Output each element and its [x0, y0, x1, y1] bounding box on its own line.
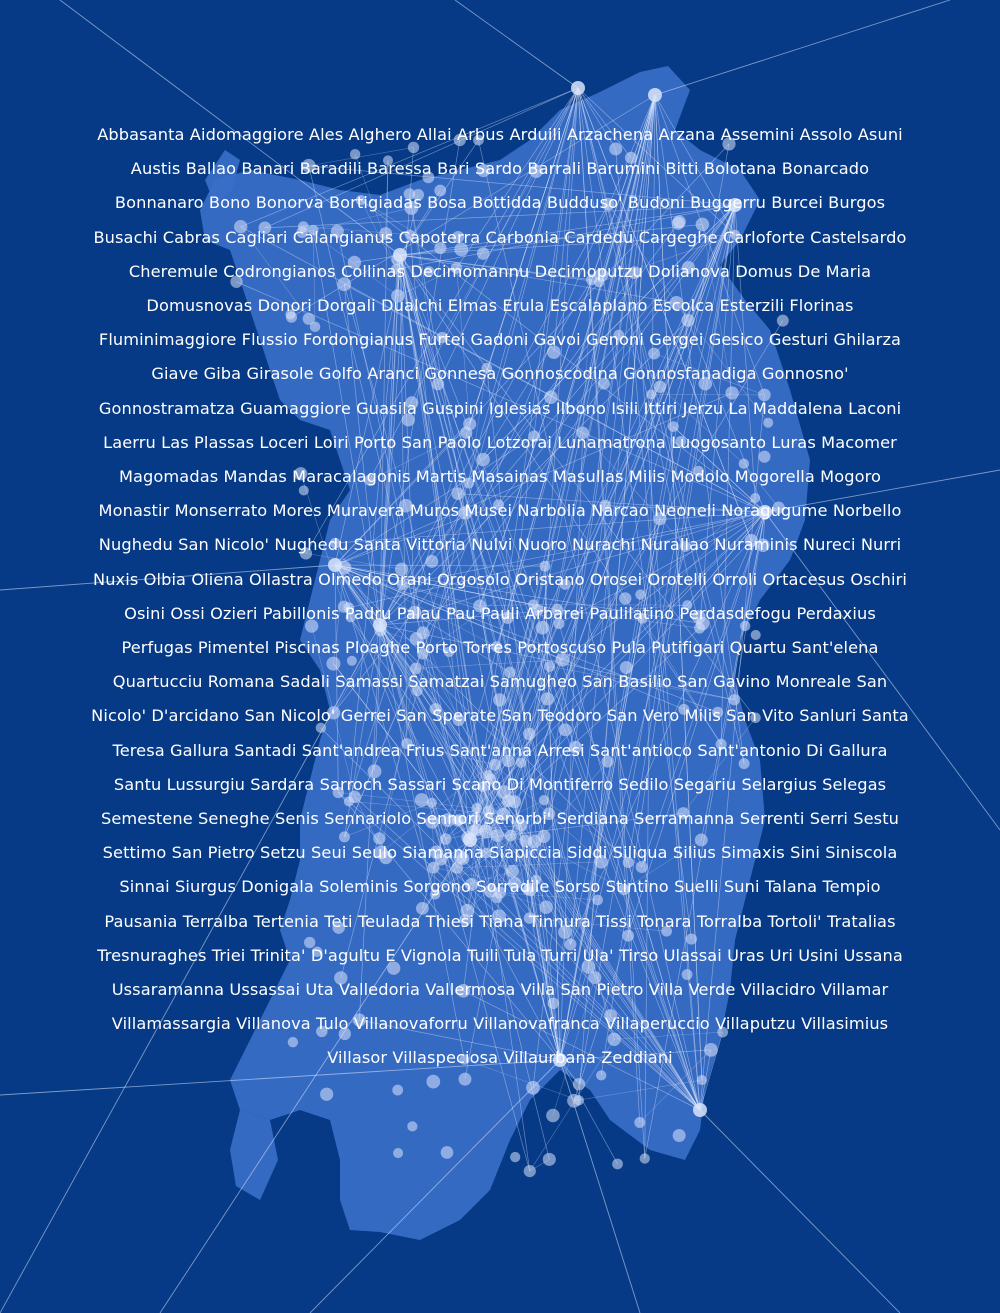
town-name: Mogorella [734, 467, 815, 487]
town-name: Triei [211, 945, 246, 965]
town-name: Gonnostramatza [98, 398, 235, 418]
town-name: Sardara [250, 774, 315, 794]
town-name: Furtei [418, 330, 466, 350]
town-name: Arbus [457, 125, 505, 144]
town-name: Isili [611, 398, 639, 418]
network-node [526, 1081, 540, 1095]
town-name: Tonara [637, 911, 692, 931]
town-name: Orotelli [647, 569, 708, 589]
town-name: San Vero Milis [606, 706, 721, 726]
network-node [648, 88, 662, 102]
town-name: Santadi [234, 740, 297, 760]
town-name: Siapiccia [489, 843, 562, 863]
town-name: Monserrato [174, 501, 268, 521]
sant-antioco-island-shape [230, 1110, 278, 1200]
town-name: Palau [396, 603, 441, 623]
town-name: Tiana [479, 911, 524, 931]
network-node [546, 1109, 560, 1123]
town-name: Silius [672, 843, 716, 863]
town-name: Villaspeciosa [392, 1048, 499, 1068]
town-name: Maracalagonis [292, 467, 411, 487]
town-name: Barrali [527, 159, 582, 179]
town-name: Siamanna [402, 843, 484, 863]
town-name: Osini [124, 603, 166, 623]
town-name: Aidomaggiore [189, 125, 304, 144]
town-name: Sant'antonio Di Gallura [697, 740, 888, 760]
network-node [543, 1153, 556, 1166]
town-name: Senorbi' [484, 809, 552, 829]
town-name: Baressa [367, 159, 432, 179]
town-name: Luras [771, 432, 816, 452]
town-name: Sarroch [319, 774, 383, 794]
town-name: Villacidro [740, 980, 816, 1000]
town-name: Nughedu San Nicolo' [98, 535, 270, 555]
town-name: Codrongianos [223, 261, 336, 281]
town-name: Bonorva [255, 193, 324, 213]
town-name: Buggerru [690, 193, 767, 213]
town-name: Olbia [143, 569, 187, 589]
town-name: Arzana [658, 125, 716, 144]
town-name: Gesturi [768, 330, 829, 350]
town-name: Tertenia [253, 911, 320, 931]
network-line [655, 0, 950, 95]
town-name: Valledoria [339, 980, 420, 1000]
town-name: Tissi [596, 911, 632, 931]
town-name: Esterzili [719, 296, 785, 316]
town-name: Samugheo [489, 672, 578, 692]
town-name: Perdaxius [796, 603, 876, 623]
network-node [320, 1088, 333, 1101]
town-name: Terralba [182, 911, 249, 931]
town-name: Calangianus [292, 227, 394, 247]
town-name: Mogoro [820, 467, 882, 487]
town-name: Neoneli [654, 501, 716, 521]
town-name: Seulo [351, 843, 398, 863]
town-name: Cheremule [128, 261, 219, 281]
town-name: Sinnai [119, 877, 170, 897]
town-name: Villamar [821, 980, 889, 1000]
town-name: Sorso [554, 877, 601, 897]
town-name: Siliqua [612, 843, 668, 863]
town-name: Romana [207, 672, 275, 692]
town-name: Arduili [509, 125, 562, 144]
town-name: Sennariolo [324, 809, 412, 829]
town-name: Sorgono [403, 877, 471, 897]
town-name: Florinas [789, 296, 854, 316]
town-name: Orgosolo [436, 569, 510, 589]
town-name: Quartu Sant'elena [729, 638, 879, 658]
town-name: Loceri [259, 432, 309, 452]
town-name: Gonnoscodina [501, 364, 618, 384]
town-name: Oliena [191, 569, 244, 589]
town-name: Dolianova [648, 261, 730, 281]
town-name: Perfugas [121, 638, 193, 658]
town-name: Carbonia [485, 227, 560, 247]
town-name: Luogosanto [671, 432, 767, 452]
town-name: Laconi [848, 398, 902, 418]
town-name: Segariu [673, 774, 737, 794]
town-name: Budduso' [546, 193, 623, 213]
town-name: Portoscuso [517, 638, 607, 658]
town-name: Sanluri [799, 706, 857, 726]
town-name: Cardedu [564, 227, 634, 247]
town-name: Villaputzu [715, 1014, 796, 1034]
town-name: Nurri [860, 535, 902, 555]
town-name: Stintino [605, 877, 669, 897]
town-name: Selegas [822, 774, 887, 794]
town-name: Cagliari [225, 227, 288, 247]
town-name: Selargius [741, 774, 817, 794]
town-name: Ollastra [249, 569, 313, 589]
town-name: Olmedo [318, 569, 382, 589]
network-node [426, 1075, 440, 1089]
town-name: Ulassai [663, 945, 722, 965]
town-name: Ballao [185, 159, 237, 179]
town-name: Carloforte [722, 227, 805, 247]
town-name: Burcei [771, 193, 823, 213]
town-name: Ussassai [229, 980, 301, 1000]
town-name: Serrenti [739, 809, 805, 829]
town-name: Escalaplano [549, 296, 648, 316]
town-name: Tuili [466, 945, 499, 965]
network-node [407, 1121, 417, 1131]
town-name: Villasimius [801, 1014, 889, 1034]
town-name: San Basilio [582, 672, 672, 692]
town-name: Uta [305, 980, 334, 1000]
town-name: Dorgali [317, 296, 376, 316]
town-name: Bonnanaro [114, 193, 204, 213]
town-name: Villanovaforru [353, 1014, 468, 1034]
town-name: Padru [344, 603, 392, 623]
town-name: Siniscola [825, 843, 898, 863]
town-name: Nuxis [92, 569, 139, 589]
network-node [573, 1095, 584, 1106]
town-name: Sennori [416, 809, 480, 829]
town-name: Donori [257, 296, 312, 316]
town-name: Gavoi [533, 330, 581, 350]
town-name: Banari [241, 159, 295, 179]
town-name: Assemini [720, 125, 795, 144]
town-name: Pau [446, 603, 476, 623]
town-name: Senis [274, 809, 319, 829]
town-name: Torralba [696, 911, 763, 931]
network-node [571, 81, 585, 95]
town-name: Ilbono [555, 398, 606, 418]
town-name: Talana [764, 877, 818, 897]
town-name: Turri [541, 945, 578, 965]
town-name: Tempio Pausania [104, 877, 881, 931]
network-node [573, 1078, 585, 1090]
network-node [392, 1085, 403, 1096]
town-name: Elmas [447, 296, 498, 316]
town-name: Allai [416, 125, 452, 144]
town-name: Domusnovas [146, 296, 253, 316]
town-name: Castelsardo [810, 227, 907, 247]
town-name: Nureci [802, 535, 856, 555]
town-name: Genoni [585, 330, 644, 350]
town-name: Nulvi [471, 535, 513, 555]
town-name: San Vito [726, 706, 795, 726]
town-name: Loiri Porto San Paolo [313, 432, 482, 452]
town-name: Pula [611, 638, 647, 658]
town-name: Semestene [100, 809, 193, 829]
town-name: Tresnuraghes [97, 945, 207, 965]
network-node [673, 1129, 686, 1142]
town-name: Uri [769, 945, 793, 965]
town-name: Nughedu Santa Vittoria [274, 535, 466, 555]
town-name: Arzachena [566, 125, 654, 144]
town-name: Ittiri [643, 398, 678, 418]
town-name: Collinas [340, 261, 406, 281]
town-name: Ussana [843, 945, 903, 965]
town-name: Lotzorai [486, 432, 552, 452]
town-name: Villasor [327, 1048, 388, 1068]
town-name: Austis [130, 159, 181, 179]
town-name: Gesico [708, 330, 764, 350]
town-name: Golfo Aranci [318, 364, 420, 384]
town-name: Sestu [853, 809, 900, 829]
town-name: Pabillonis [262, 603, 340, 623]
town-name: Villa Verde [648, 980, 736, 1000]
town-name: Serramanna [634, 809, 735, 829]
town-name: Zeddiani [601, 1048, 673, 1068]
town-name: Cargeghe [638, 227, 718, 247]
town-name: Gonnosno' [761, 364, 849, 384]
town-name: Bolotana [703, 159, 777, 179]
town-name: Erula [502, 296, 545, 316]
town-name: Monastir [98, 501, 170, 521]
town-name: Oschiri [850, 569, 907, 589]
town-name: Orani [387, 569, 432, 589]
town-name: Villanova Tulo [236, 1014, 349, 1034]
town-name: Nuoro [517, 535, 567, 555]
network-line [455, 0, 578, 88]
town-name: Gergei [649, 330, 704, 350]
town-name: Santa Teresa Gallura [112, 706, 909, 760]
town-name: Milis [628, 467, 666, 487]
town-name: Budoni [627, 193, 685, 213]
town-name: Bitti [665, 159, 699, 179]
town-name: Bottidda [472, 193, 542, 213]
town-name: Tinnura [528, 911, 591, 931]
town-name: Mandas [223, 467, 287, 487]
network-node [612, 1159, 623, 1170]
town-name: Macomer [821, 432, 897, 452]
town-name: Giave [151, 364, 199, 384]
town-name: Sant'antioco [589, 740, 693, 760]
town-name: Piscinas [274, 638, 340, 658]
town-name: Mores [272, 501, 322, 521]
town-name: Tratalias [827, 911, 896, 931]
town-name: Pimentel [197, 638, 270, 658]
town-name: Muravera [326, 501, 405, 521]
town-name: Sant'andrea Frius [301, 740, 445, 760]
town-name: Quartucciu [112, 672, 203, 692]
town-name: San Nicolo' D'arcidano [91, 672, 888, 726]
town-name: Ozieri [210, 603, 258, 623]
town-name: Narcao [591, 501, 649, 521]
town-name: Seneghe [198, 809, 270, 829]
network-node [693, 1103, 707, 1117]
town-name: Gonnesa [424, 364, 497, 384]
town-name: Sedilo [618, 774, 669, 794]
network-node [697, 1075, 707, 1085]
town-name: Seui [311, 843, 347, 863]
town-name: Teti [324, 911, 353, 931]
town-name: Noragugume [721, 501, 828, 521]
town-name: Iglesias [488, 398, 551, 418]
town-name: Pauli Arbarei [480, 603, 585, 623]
network-node [441, 1146, 454, 1159]
town-name: Fluminimaggiore [98, 330, 237, 350]
town-name: Simaxis [721, 843, 785, 863]
town-name: Ghilarza [833, 330, 902, 350]
town-name: Guamaggiore [240, 398, 351, 418]
town-name: Abbasanta [97, 125, 185, 144]
town-name: Decimomannu [410, 261, 530, 281]
network-node [640, 1153, 650, 1163]
town-name: Nurallao [640, 535, 710, 555]
town-name: Uras [727, 945, 765, 965]
town-name: Baradili [299, 159, 362, 179]
town-name: Sini [790, 843, 820, 863]
town-name: Vallermosa [425, 980, 516, 1000]
town-name: Gadoni [470, 330, 529, 350]
town-name: Guasila [356, 398, 417, 418]
town-name: Soleminis [319, 877, 399, 897]
town-name: Tortoli' [767, 911, 822, 931]
town-name: Orosei [589, 569, 643, 589]
town-name: San Nicolo' Gerrei [244, 706, 391, 726]
town-name: Setzu [259, 843, 306, 863]
town-name: Villaperuccio [605, 1014, 710, 1034]
town-name: San Teodoro [501, 706, 602, 726]
town-name: Sassari [387, 774, 447, 794]
town-name: Norbello [832, 501, 902, 521]
town-name: Busachi [93, 227, 158, 247]
town-name: Ossi [170, 603, 205, 623]
town-name: Orroli [712, 569, 758, 589]
town-name: Sorradile [476, 877, 550, 897]
town-name: Bonarcado [781, 159, 870, 179]
town-name: Bari Sardo [437, 159, 523, 179]
town-name: Siddi [567, 843, 608, 863]
network-node [634, 1117, 645, 1128]
town-name: Suelli [674, 877, 719, 897]
network-node [524, 1165, 536, 1177]
town-name: Cabras [162, 227, 220, 247]
town-name: Asuni [857, 125, 903, 144]
town-name: Santu Lussurgiu [113, 774, 246, 794]
town-name: Ussaramanna [111, 980, 225, 1000]
town-name: Paulilatino [589, 603, 675, 623]
town-name: Siurgus Donigala [174, 877, 314, 897]
town-name: Burgos [828, 193, 886, 213]
town-name: La Maddalena [728, 398, 843, 418]
town-name: Villa San Pietro [520, 980, 644, 1000]
town-name: Masainas [471, 467, 548, 487]
town-name: Sant'anna Arresi [449, 740, 585, 760]
network-node [510, 1152, 520, 1162]
town-name: Capoterra [398, 227, 481, 247]
town-name: Putifigari [651, 638, 725, 658]
town-name: Decimoputzu [534, 261, 643, 281]
town-name: Perdasdefogu [679, 603, 792, 623]
town-name: Trinita' D'agultu E Vignola [250, 945, 462, 965]
town-name: Bosa [427, 193, 467, 213]
town-name: Martis [415, 467, 467, 487]
town-name: Samassi [335, 672, 404, 692]
network-line [700, 1110, 900, 1313]
network-node [393, 1148, 403, 1158]
town-name: Barumini [586, 159, 661, 179]
town-name: Modolo [670, 467, 730, 487]
town-name: Bono [208, 193, 251, 213]
town-name: Laerru [103, 432, 156, 452]
town-name: Nurachi [572, 535, 636, 555]
town-name: Giba [203, 364, 242, 384]
town-name: Serri [809, 809, 848, 829]
town-name: Porto Torres [415, 638, 513, 658]
town-name: Villaurbana [503, 1048, 596, 1068]
town-name: Thiesi [425, 911, 474, 931]
town-name: Villanovafranca [473, 1014, 600, 1034]
town-name: Ortacesus [762, 569, 846, 589]
town-name: Suni [723, 877, 760, 897]
town-name: Narbolia [517, 501, 586, 521]
town-name: Jerzu [682, 398, 724, 418]
town-name: Samatzai [408, 672, 485, 692]
town-name-list [90, 118, 910, 1076]
town-name: Musei [464, 501, 513, 521]
town-name: Alghero [348, 125, 412, 144]
town-name: Escolca [652, 296, 715, 316]
town-name: Oristano [515, 569, 585, 589]
town-name: Magomadas [118, 467, 219, 487]
town-name: Serdiana [556, 809, 629, 829]
town-name: Lunamatrona [557, 432, 666, 452]
town-name: Settimo San Pietro [102, 843, 255, 863]
town-name: Scano Di Montiferro [451, 774, 614, 794]
town-name: Assolo [799, 125, 853, 144]
town-name: Ula' Tirso [582, 945, 659, 965]
town-name: Ales [308, 125, 344, 144]
town-name: Girasole [246, 364, 314, 384]
town-name: Domus De Maria [735, 261, 872, 281]
town-name: Fordongianus [302, 330, 414, 350]
town-name: Teulada [357, 911, 421, 931]
town-name: Muros [409, 501, 460, 521]
town-name: San Sperate [396, 706, 497, 726]
town-name: Ploaghe [345, 638, 411, 658]
town-name: San Gavino Monreale [677, 672, 852, 692]
town-name: Bortigiadas [328, 193, 422, 213]
town-name: Las Plassas [161, 432, 255, 452]
town-name: Usini [798, 945, 839, 965]
town-name: Masullas [552, 467, 624, 487]
town-name: Dualchi [381, 296, 443, 316]
town-name: Guspini [422, 398, 484, 418]
town-name: Villamassargia [111, 1014, 231, 1034]
town-name: Sadali [279, 672, 330, 692]
town-name: Gonnosfanadiga [623, 364, 757, 384]
town-name: Nuraminis [714, 535, 798, 555]
town-name: Flussio [241, 330, 298, 350]
town-name: Tula [503, 945, 537, 965]
